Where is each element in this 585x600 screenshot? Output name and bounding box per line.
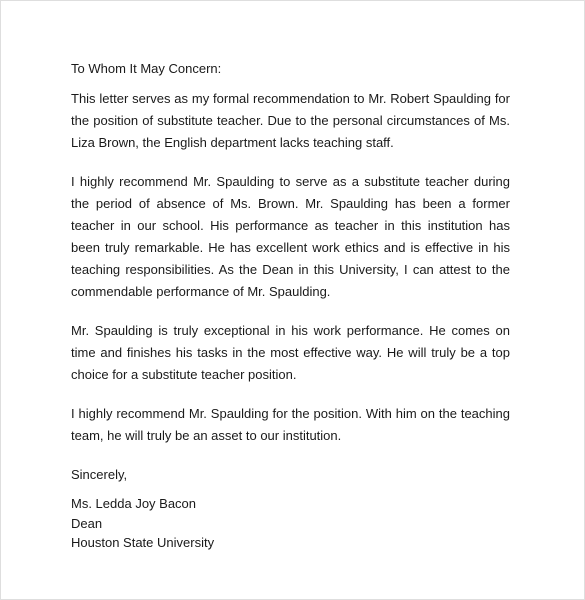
letter-closing: Sincerely, [71,467,128,482]
signer-name: Ms. Ledda Joy Bacon [71,496,197,511]
letter-salutation: To Whom It May Concern: [71,61,222,76]
paragraph-recommendation-intro: This letter serves as my formal recommendation to Mr. Robert Spaulding for the position of substitute teacher. Due to the personal circumstances of Ms. Liza Brown, the English department lacks teaching staff. [71,91,510,150]
signer-institution: Houston State University [71,535,215,550]
paragraph-work-performance: Mr. Spaulding is truly exceptional in his work performance. He comes on time and finishes his tasks in the most effective way. He will truly be a top choice for a substitute teacher position. [71,323,510,382]
paragraph-recommendation-details: I highly recommend Mr. Spaulding to serve as a substitute teacher during the period of absence of Ms. Brown. Mr. Spaulding has been a former teacher in our school. His performance as teacher in this institution has been truly remarkable. He has excellent work ethics and is effective in his teaching responsibilities. As the Dean in this University, I can attest to the commendable performance of Mr. Spaulding. [71,174,510,299]
signature-block [71,494,510,553]
letter-body [71,58,510,553]
signer-title: Dean [71,515,103,531]
paragraph-conclusion: I highly recommend Mr. Spaulding for the position. With him on the teaching team, he will truly be an asset to our institution. [71,406,510,443]
